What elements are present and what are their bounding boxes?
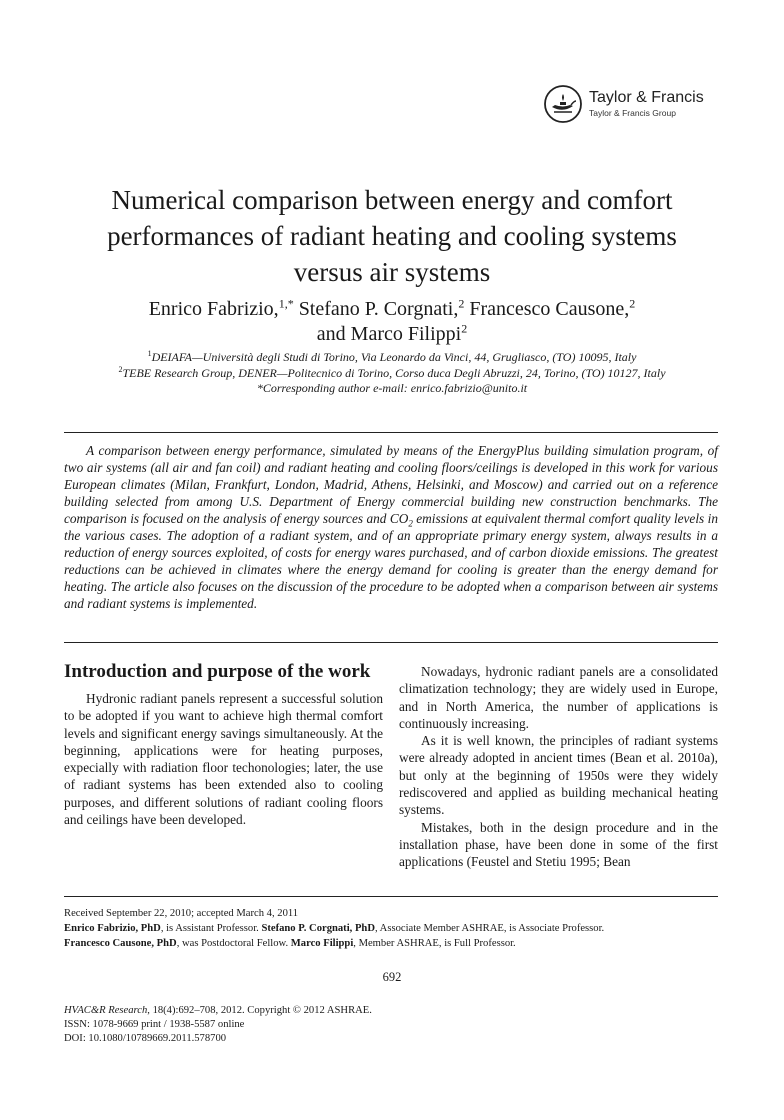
- author-info-line: Enrico Fabrizio, PhD, is Assistant Professor. Stefano P. Corgnati, PhD, Associate Member ASHRAE, is Associate Professor.: [64, 923, 605, 934]
- affiliations: [40, 350, 744, 397]
- paper-title: Numerical comparison between energy and comfort performances of radiant heating and cooling systems versus air systems: [107, 185, 677, 287]
- author-name: Stefano P. Corgnati,: [293, 298, 459, 320]
- corresponding-author: *Corresponding author e-mail: enrico.fabrizio@unito.it: [256, 381, 528, 395]
- right-column: [399, 663, 718, 871]
- author-name: Francesco Causone,: [464, 298, 630, 320]
- abstract: A comparison between energy performance, simulated by means of the EnergyPlus building simulation program, of two air systems (all air and fan coil) and radiant heating and cooling floors/ceilings is developed in this work for various European climates (Milan, Frankfurt, London, Madrid, Athens, Helsinki, and Moscow) and carried out on a reference building selected from among U.S. Department of Energy commercial building new construction benchmarks. The comparison is focused on the analysis of energy sources and $CO_2$ emissions at equivalent thermal comfort quality levels in the various cases. The adoption of a radiant system, and of an appropriate primary energy system, always results in a reduction of energy sources exploited, of costs for energy wares purchased, and of carbon dioxide emissions. The greatest reductions can be achieved in climates where the energy demand for cooling is greater than the energy demand for heating. The article also focuses on the discussion of the procedure to be adopted when a comparison between air systems and radiant systems is implemented.: [64, 443, 718, 611]
- issn: ISSN: 1078-9669 print / 1938-5587 online: [64, 1019, 245, 1030]
- author-name: Enrico Fabrizio,: [148, 298, 279, 320]
- journal-citation: HVAC&R Research, 18(4):692–708, 2012. Copyright © 2012 ASHRAE.: [64, 1005, 372, 1016]
- body-paragraph: Nowadays, hydronic radiant panels are a consolidated climatization technology; they are widely used in Europe, and in North America, the number of applications is continuously increasing.: [399, 664, 718, 731]
- publisher-lamp-icon: [543, 84, 583, 124]
- received-date: Received September 22, 2010; accepted March 4, 2011: [64, 908, 299, 919]
- footnotes: [64, 906, 724, 951]
- publisher-group: Taylor & Francis Group: [589, 108, 676, 119]
- affiliation-1: $^1$DEIAFA—Università degli Studi di Torino, Via Leonardo da Vinci, 44, Grugliasco, (TO) 10095, Italy: [147, 349, 637, 364]
- author-affiliation-mark: 2: [461, 321, 468, 336]
- body-paragraph: Mistakes, both in the design procedure and in the installation phase, have been done in some of the first applications (Feustel and Stetiu 1995; Bean: [399, 819, 718, 870]
- body-paragraph: As it is well known, the principles of radiant systems were already adopted in ancient times (Bean et al. 2010a), but only at the beginning of 1950s were they widely rediscovered and applied as building mechanical heating systems.: [399, 733, 718, 818]
- author-affiliation-mark: 2: [458, 296, 465, 311]
- section-heading: Introduction and purpose of the work: [64, 661, 371, 682]
- footnote-rule: [64, 896, 718, 897]
- author-list: [80, 297, 704, 347]
- body-paragraph: Hydronic radiant panels represent a successful solution to be adopted if you want to achieve high thermal comfort levels and significant energy savings simultaneously. At the beginning, applications were for heating purposes, expecially with radiation floor techonologies; later, the use of radiant systems has been extended also to cooling purposes, and different solutions of radiant cooling floors and ceilings have been developed.: [64, 691, 383, 828]
- publisher-logo: [543, 84, 704, 124]
- abstract-top-rule: [64, 432, 718, 433]
- page-number: 692: [382, 970, 402, 984]
- journal-info: [64, 1004, 372, 1046]
- doi: DOI: 10.1080/10789669.2011.578700: [64, 1033, 227, 1044]
- affiliation-2: $^2$TEBE Research Group, DENER—Politecnico di Torino, Corso duca Degli Abruzzi, 24, Torino, (TO) 10127, Italy: [118, 364, 666, 380]
- author-affiliation-mark: 2: [629, 296, 636, 311]
- publisher-name: Taylor & Francis: [589, 89, 704, 107]
- left-column: [64, 660, 383, 828]
- author-name: and Marco Filippi: [316, 323, 462, 345]
- author-info-line: Francesco Causone, PhD, was Postdoctoral Fellow. Marco Filippi, Member ASHRAE, is Full Professor.: [64, 938, 516, 949]
- author-affiliation-mark: 1,*: [278, 296, 294, 311]
- abstract-bottom-rule: [64, 642, 718, 643]
